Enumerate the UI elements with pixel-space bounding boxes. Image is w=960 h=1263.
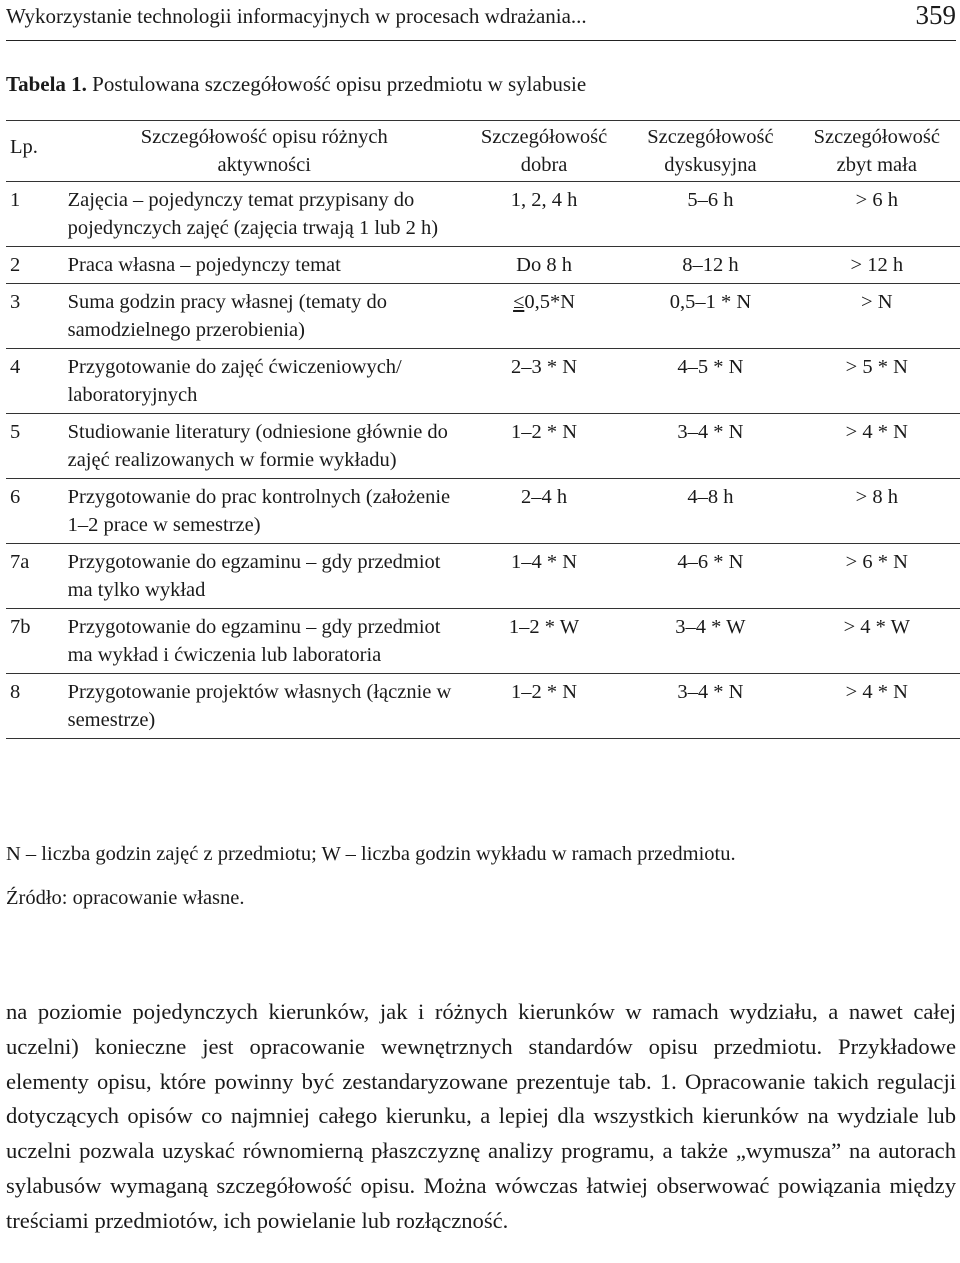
row-description: Przygotowanie do egzaminu – gdy przedmiot ma wykład i ćwiczenia lub laboratoria xyxy=(68,609,461,674)
table-row xyxy=(6,247,960,284)
value-good: 1, 2, 4 h xyxy=(461,182,627,247)
table-row xyxy=(6,674,960,739)
table-source: Źródło: opracowanie własne. xyxy=(6,887,245,909)
body-paragraph xyxy=(6,995,956,1239)
row-description: Zajęcia – pojedynczy temat przypisany do pojedynczych zajęć (zajęcia trwają 1 lub 2 h) xyxy=(68,182,461,247)
header-activity: Szczegółowość opisu różnych aktywności xyxy=(68,121,461,182)
value-too-small: > N xyxy=(794,284,960,349)
value-good: 2–3 * N xyxy=(461,349,627,414)
row-description: Przygotowanie do egzaminu – gdy przedmiot ma tylko wykład xyxy=(68,544,461,609)
paragraph-text: na poziomie pojedynczych kierunków, jak i różnych kierunków w ramach wydziału, a nawet całej uczelni) konieczne jest opracowanie wewnętrznych standardów opisu przedmiotu. Przykładowe elementy opisu, które powinny być zestandaryzowane prezentuje tab. 1. Opracowanie takich regulacji dotyczących opisów co najmniej całego kierunku, a lepiej dla wszystkich kierunków na wydziale lub uczelni pozwala uzyskać równomierną płaszczyznę analizy programu, a także „wymusza” na autorach sylabusów wymaganą szczegółowość opisu. Można wówczas łatwiej obserwować powiązania między treściami przedmiotów, ich powielanie lub rozłączność. xyxy=(6,999,956,1233)
value-good xyxy=(461,284,627,349)
row-number: 1 xyxy=(6,182,68,247)
header-discussable: Szczegółowość dyskusyjna xyxy=(627,121,793,182)
table-row xyxy=(6,414,960,479)
table-row xyxy=(6,609,960,674)
value-discussable: 3–4 * W xyxy=(627,609,793,674)
value-discussable: 0,5–1 * N xyxy=(627,284,793,349)
table-row xyxy=(6,182,960,247)
syllabus-table xyxy=(6,120,960,739)
value-good: 1–2 * W xyxy=(461,609,627,674)
value-too-small: > 8 h xyxy=(794,479,960,544)
value-good: Do 8 h xyxy=(461,247,627,284)
value-too-small: > 4 * N xyxy=(794,674,960,739)
header-good: Szczegółowość dobra xyxy=(461,121,627,182)
header-too-small: Szczegółowość zbyt mała xyxy=(794,121,960,182)
table-header-row xyxy=(6,121,960,182)
value-too-small: > 12 h xyxy=(794,247,960,284)
row-description: Przygotowanie do zajęć ćwiczeniowych/ laboratoryjnych xyxy=(68,349,461,414)
row-number: 5 xyxy=(6,414,68,479)
row-number: 7a xyxy=(6,544,68,609)
value-discussable: 4–5 * N xyxy=(627,349,793,414)
header-lp: Lp. xyxy=(6,121,68,182)
table-note: N – liczba godzin zajęć z przedmiotu; W – liczba godzin wykładu w ramach przedmiotu. xyxy=(6,843,736,865)
value-discussable: 4–8 h xyxy=(627,479,793,544)
table-row xyxy=(6,544,960,609)
running-title: Wykorzystanie technologii informacyjnych w procesach wdrażania... xyxy=(6,4,587,28)
table-title: Postulowana szczegółowość opisu przedmiotu w sylabusie xyxy=(86,72,587,96)
value-discussable: 8–12 h xyxy=(627,247,793,284)
value-good: 1–2 * N xyxy=(461,414,627,479)
row-number: 8 xyxy=(6,674,68,739)
row-number: 6 xyxy=(6,479,68,544)
value-discussable: 5–6 h xyxy=(627,182,793,247)
table-label: Tabela 1. xyxy=(6,72,87,96)
page-number: 359 xyxy=(915,0,956,30)
value-too-small: > 6 h xyxy=(794,182,960,247)
less-equal-sign: ≤ xyxy=(513,291,525,313)
table-row xyxy=(6,284,960,349)
value-good: 1–4 * N xyxy=(461,544,627,609)
row-description: Studiowanie literatury (odniesione głównie do zajęć realizowanych w formie wykładu) xyxy=(68,414,461,479)
value-too-small: > 4 * N xyxy=(794,414,960,479)
row-number: 4 xyxy=(6,349,68,414)
row-number: 7b xyxy=(6,609,68,674)
row-number: 2 xyxy=(6,247,68,284)
value-too-small: > 5 * N xyxy=(794,349,960,414)
table-row xyxy=(6,479,960,544)
row-description: Praca własna – pojedynczy temat xyxy=(68,247,461,284)
value-discussable: 4–6 * N xyxy=(627,544,793,609)
row-description: Przygotowanie projektów własnych (łącznie w semestrze) xyxy=(68,674,461,739)
value-good: 2–4 h xyxy=(461,479,627,544)
value-too-small: > 6 * N xyxy=(794,544,960,609)
table-row xyxy=(6,349,960,414)
value-discussable: 3–4 * N xyxy=(627,414,793,479)
table-caption xyxy=(6,72,586,97)
row-description: Przygotowanie do prac kontrolnych (założenie 1–2 prace w semestrze) xyxy=(68,479,461,544)
value-too-small: > 4 * W xyxy=(794,609,960,674)
value-discussable: 3–4 * N xyxy=(627,674,793,739)
value-good: 1–2 * N xyxy=(461,674,627,739)
row-number: 3 xyxy=(6,284,68,349)
value-good-text: 0,5*N xyxy=(524,291,576,313)
running-header xyxy=(6,0,956,41)
row-description: Suma godzin pracy własnej (tematy do samodzielnego przerobienia) xyxy=(68,284,461,349)
